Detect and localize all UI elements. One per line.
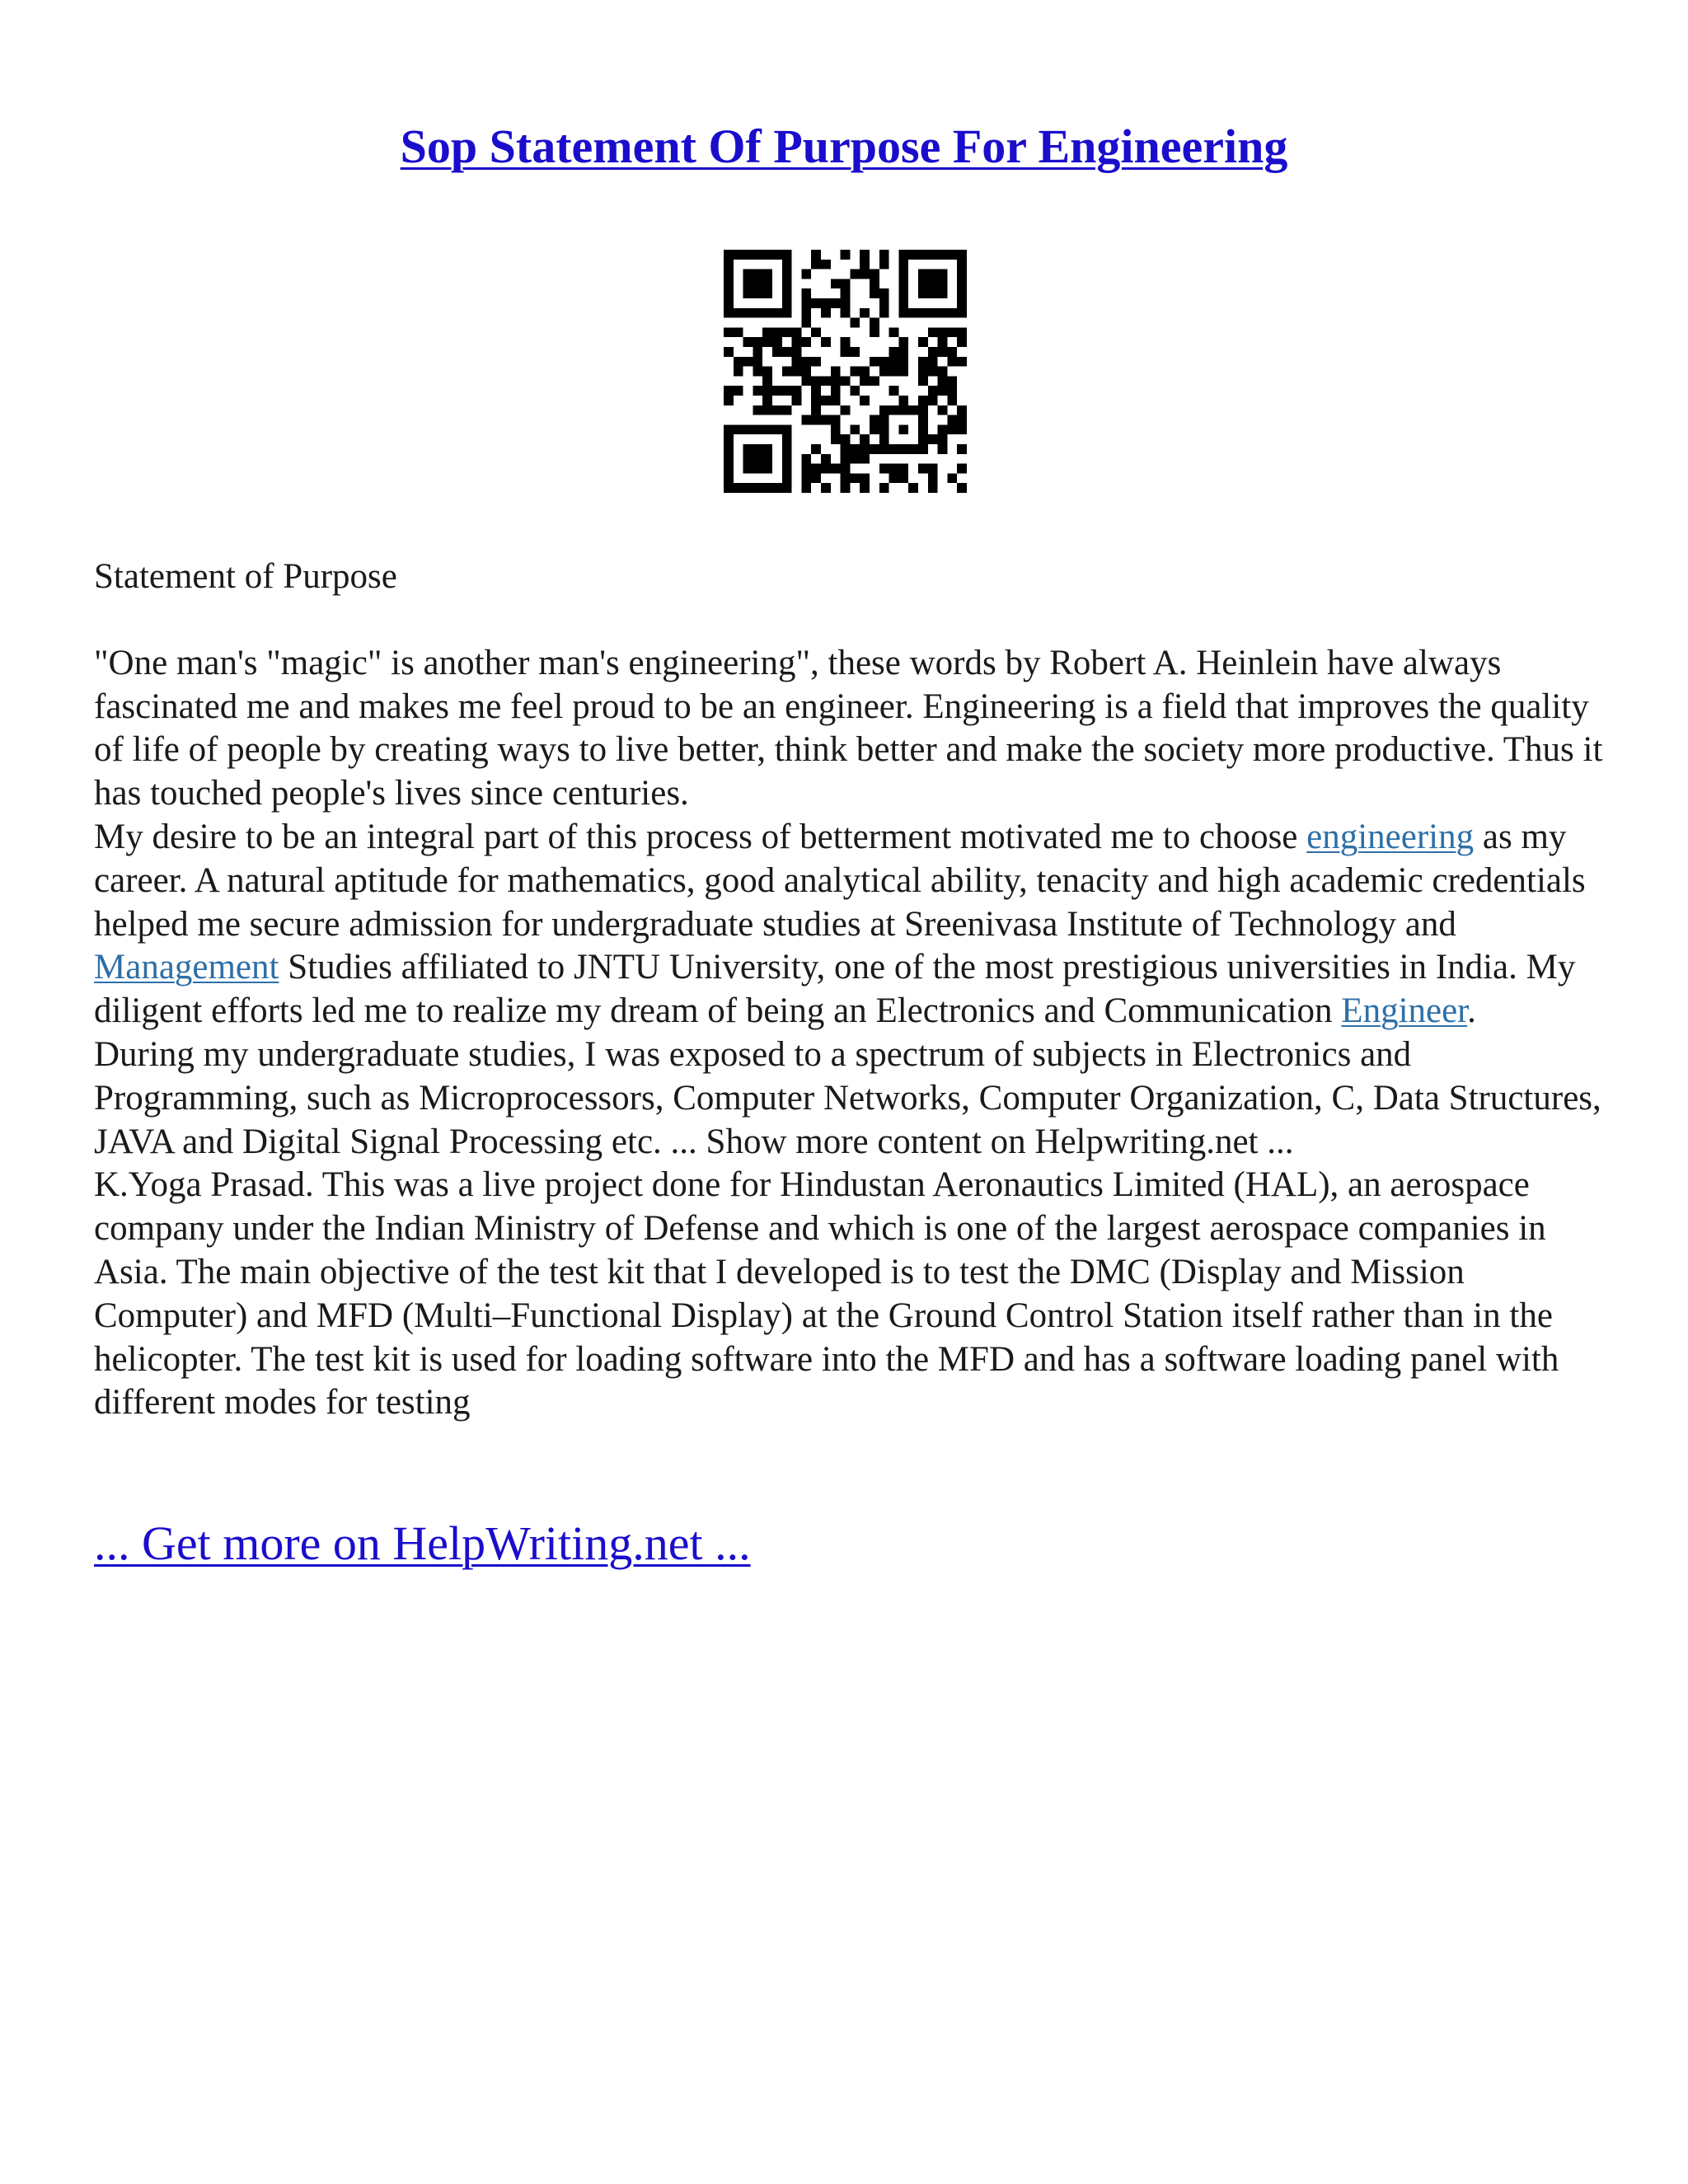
management-link[interactable]: Management <box>94 948 279 987</box>
get-more-link[interactable]: ... Get more on HelpWriting.net ... <box>94 1516 751 1570</box>
paragraph-text: as my career. A natural aptitude for mathematics, good analytical ability, tenacity and high academic credentials helped me secure admission for undergraduate studies at Sreenivasa Institute of Technology and <box>94 817 1586 944</box>
paragraph-text: Studies affiliated to JNTU University, one of the most prestigious universities in India. My diligent efforts led me to realize my dream of being an Electronics and Communication <box>94 948 1576 1031</box>
paragraph-studies: During my undergraduate studies, I was exposed to a spectrum of subjects in Electronics and Programming, such as Microprocessors, Computer Networks, Computer Organization, C, Data Structures, JAVA and Digital Signal Processing etc. ... Show more content on Helpwriting.net ... <box>94 1034 1601 1161</box>
section-heading: Statement of Purpose <box>94 557 397 596</box>
title-link[interactable]: Sop Statement Of Purpose For Engineering <box>400 120 1288 173</box>
paragraph-project: K.Yoga Prasad. This was a live project done for Hindustan Aeronautics Limited (HAL), an aerospace company under the Indian Ministry of Defense and which is one of the largest aerospace companies in Asia. The main objective of the test kit that I developed is to test the DMC (Display and Mission Computer) and MFD (Multi–Functional Display) at the Ground Control Station itself rather than in the helicopter. The test kit is used for loading software into the MFD and has a software loading panel with different modes for testing <box>94 1165 1559 1422</box>
get-more-container <box>94 1515 751 1572</box>
engineer-link[interactable]: Engineer <box>1341 991 1468 1031</box>
paragraph-text: My desire to be an integral part of this process of betterment motivated me to choose <box>94 817 1307 856</box>
paragraph-desire <box>94 816 1611 1033</box>
document-title <box>0 114 1688 180</box>
paragraph-intro: "One man's "magic" is another man's engineering", these words by Robert A. Heinlein have always fascinated me and makes me feel proud to be an engineer. Engineering is a field that improves the quality of life of people by creating ways to live better, think better and make the society more productive. Thus it has touched people's lives since centuries. <box>94 643 1603 813</box>
engineering-link[interactable]: engineering <box>1306 817 1475 856</box>
qr-code-icon <box>724 250 967 493</box>
document-body <box>94 555 1611 1425</box>
paragraph-text: . <box>1467 991 1476 1031</box>
